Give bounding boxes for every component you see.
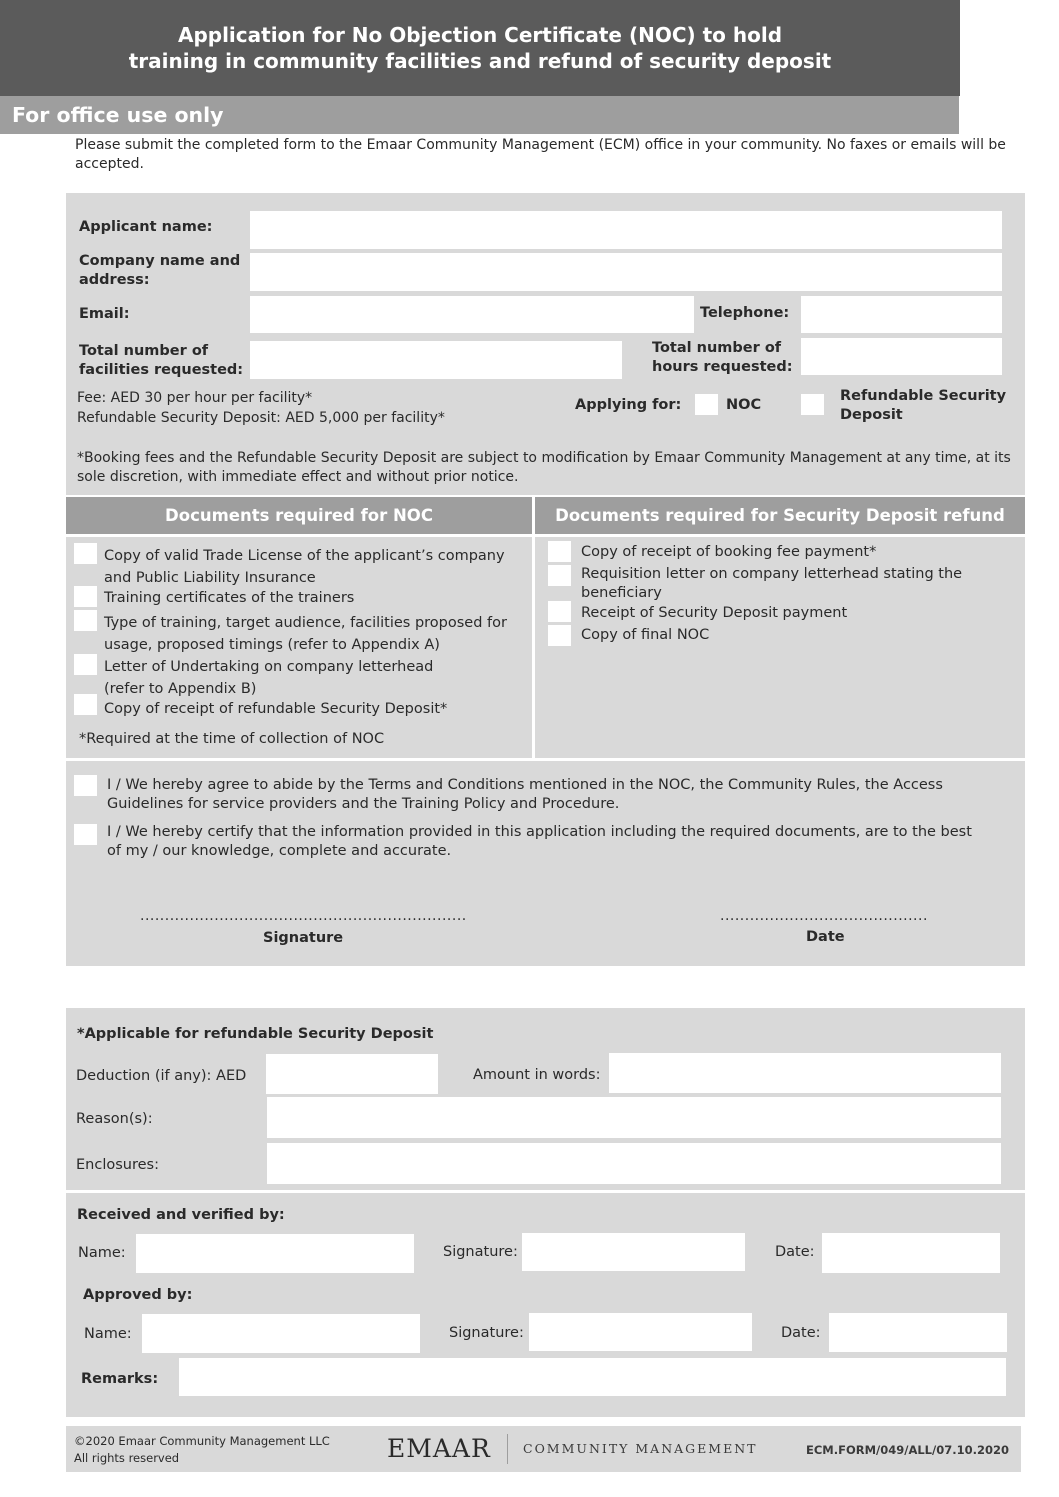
noc-doc-item: Type of training, target audience, facilities proposed for usage, proposed timings (refer to Appendix A) (104, 615, 507, 653)
telephone-label: Telephone: (700, 305, 790, 321)
office-use-header: For office use only (0, 96, 959, 134)
received-signature-field[interactable] (522, 1233, 745, 1271)
received-name-label: Name: (78, 1245, 126, 1261)
deposit-option-label: Refundable Security Deposit (840, 388, 1007, 423)
noc-doc-checkbox[interactable] (74, 586, 97, 607)
facilities-label: Total number of facilities requested: (79, 343, 244, 378)
amount-words-field[interactable] (609, 1053, 1001, 1093)
noc-required-note: *Required at the time of collection of NOC (79, 731, 385, 747)
signature-label: Signature (263, 930, 344, 946)
deduction-label: Deduction (if any): AED (76, 1068, 247, 1084)
hours-label: Total number of hours requested: (652, 340, 793, 375)
noc-documents-header: Documents required for NOC (66, 497, 532, 534)
footer-rights: All rights reserved (74, 1451, 180, 1465)
noc-doc-checkbox[interactable] (74, 543, 97, 564)
noc-checkbox[interactable] (695, 394, 718, 415)
logo-subtitle: COMMUNITY MANAGEMENT (523, 1441, 758, 1456)
facilities-field[interactable] (250, 341, 622, 379)
received-name-field[interactable] (136, 1234, 414, 1273)
received-date-label: Date: (775, 1244, 815, 1260)
noc-doc-item: Training certificates of the trainers (104, 590, 355, 606)
fee-disclaimer: *Booking fees and the Refundable Security Deposit are subject to modification by Emaar Community Management at any time, at its sole discretion, with immediate effect and without prior notice. (77, 450, 1011, 485)
received-verified-label: Received and verified by: (77, 1207, 285, 1223)
noc-doc-item: Copy of valid Trade License of the applicant’s company and Public Liability Insurance (104, 548, 505, 586)
approved-name-field[interactable] (142, 1314, 420, 1353)
certify-statement: I / We hereby certify that the information provided in this application including the required documents, are to the best of my / our knowledge, complete and accurate. (107, 824, 972, 859)
noc-doc-checkbox[interactable] (74, 610, 97, 631)
form-title-line-1: Application for No Objection Certificate (NOC) to hold (177, 23, 783, 47)
noc-doc-checkbox[interactable] (74, 654, 97, 675)
approved-name-label: Name: (84, 1326, 132, 1342)
agree-statement: I / We hereby agree to abide by the Terms and Conditions mentioned in the NOC, the Community Rules, the Access Guidelines for service providers and the Training Policy and Procedure. (107, 777, 943, 812)
amount-words-label: Amount in words: (473, 1067, 601, 1083)
reasons-label: Reason(s): (76, 1111, 153, 1127)
deposit-doc-checkbox[interactable] (548, 625, 571, 646)
company-label: Company name and address: (79, 253, 241, 288)
applying-for-label: Applying for: (575, 397, 682, 413)
hours-field[interactable] (801, 338, 1002, 375)
remarks-label: Remarks: (81, 1371, 159, 1387)
deposit-doc-item: Copy of receipt of booking fee payment* (581, 544, 877, 560)
applicable-deposit-label: *Applicable for refundable Security Deposit (77, 1026, 434, 1042)
applicant-name-field[interactable] (250, 211, 1002, 249)
emaar-logo: EMAAR (387, 1434, 491, 1463)
deposit-doc-checkbox[interactable] (548, 565, 571, 586)
form-code: ECM.FORM/049/ALL/07.10.2020 (806, 1443, 1009, 1457)
email-label: Email: (79, 306, 130, 322)
footer-copyright: ©2020 Emaar Community Management LLC (74, 1434, 330, 1448)
agree-checkbox[interactable] (74, 775, 97, 796)
enclosures-label: Enclosures: (76, 1157, 159, 1173)
approved-date-label: Date: (781, 1325, 821, 1341)
reasons-field[interactable] (267, 1097, 1001, 1138)
noc-doc-checkbox[interactable] (74, 694, 97, 715)
noc-option-label: NOC (726, 397, 762, 413)
remarks-field[interactable] (179, 1358, 1006, 1396)
certify-checkbox[interactable] (74, 824, 97, 845)
received-signature-label: Signature: (443, 1244, 518, 1260)
approved-date-field[interactable] (829, 1313, 1007, 1352)
intro-text: Please submit the completed form to the Emaar Community Management (ECM) office in your community. No faxes or emails will be accepted. (75, 137, 1006, 172)
form-title-line-2: training in community facilities and refund of security deposit (128, 49, 832, 73)
deposit-documents-header: Documents required for Security Deposit refund (535, 497, 1025, 534)
email-field[interactable] (250, 296, 694, 333)
enclosures-field[interactable] (267, 1143, 1001, 1184)
signature-line: .................................................................. (140, 908, 467, 924)
date-label: Date (806, 929, 845, 945)
noc-doc-item: Copy of receipt of refundable Security Deposit* (104, 701, 448, 717)
deposit-doc-checkbox[interactable] (548, 541, 571, 562)
approved-signature-field[interactable] (529, 1313, 752, 1351)
deposit-doc-item: Copy of final NOC (581, 627, 710, 643)
deposit-checkbox[interactable] (801, 394, 824, 415)
deposit-doc-checkbox[interactable] (548, 601, 571, 622)
fee-line: Fee: AED 30 per hour per facility* (77, 390, 313, 406)
form-title-bar (0, 0, 960, 96)
approved-signature-label: Signature: (449, 1325, 524, 1341)
applicant-name-label: Applicant name: (79, 219, 213, 235)
noc-doc-item: Letter of Undertaking on company letterhead (refer to Appendix B) (104, 659, 434, 697)
deposit-doc-item: Receipt of Security Deposit payment (581, 605, 848, 621)
deposit-fee-line: Refundable Security Deposit: AED 5,000 per facility* (77, 410, 445, 426)
deduction-field[interactable] (266, 1054, 438, 1094)
telephone-field[interactable] (801, 296, 1002, 333)
deposit-doc-item: Requisition letter on company letterhead stating the beneficiary (581, 566, 963, 601)
date-line: .......................................... (720, 908, 928, 924)
approved-by-label: Approved by: (83, 1287, 193, 1303)
company-field[interactable] (250, 253, 1002, 291)
received-date-field[interactable] (822, 1233, 1000, 1273)
logo-divider (507, 1434, 508, 1464)
